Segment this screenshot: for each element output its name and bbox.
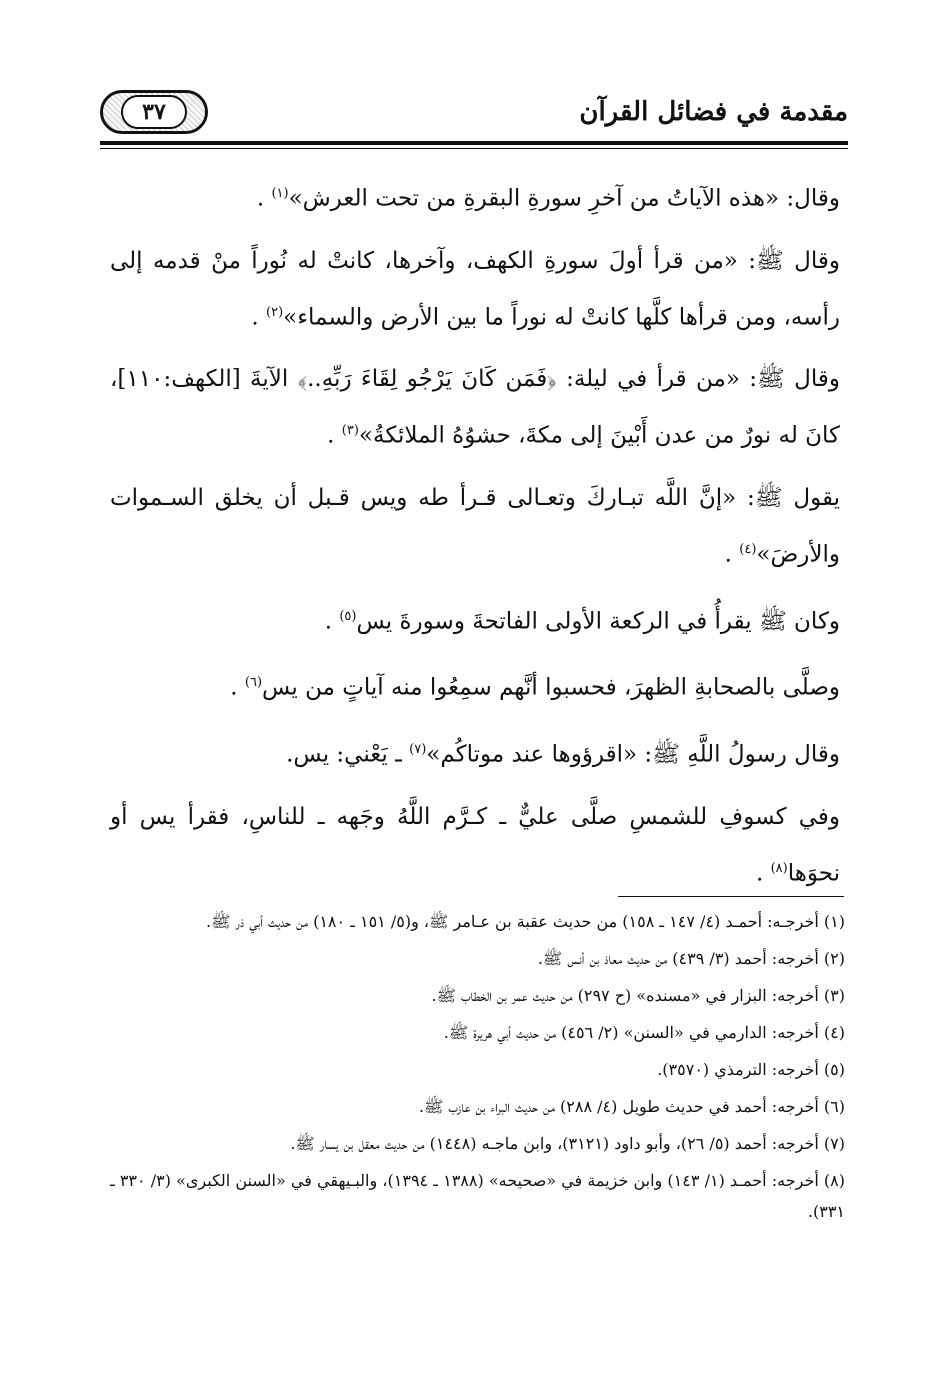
paragraph-text: وقال ﷺ: «من قرأ في ليلة: ﴿فَمَن كَانَ يَرْجُو لِقَاءَ رَبِّهِ..﴾ الآيةَ [الكهف:١١٠]، كانَ له نورٌ من عدن أَبْينَ إلى مكةَ، حشوُهُ الملائكةُ» [110, 366, 840, 449]
page-number-badge [100, 90, 208, 134]
paragraph-text: وفي كسوفِ للشمسِ صلَّى عليٌّ ـ كـرَّم اللَّهُ وجَهه ـ للناسِ، فقرأ يس أو نحوَها [110, 803, 840, 887]
footnote: (٧) أخرجه: أحمد (٥/ ٢٦)، وأبو داود (٣١٢١)، وابن ماجـه (١٤٤٨) من حديث معقل بن يسار ﷺ. [290, 1134, 845, 1153]
footnote: (٤) أخرجه: الدارمي في «السنن» (٢/ ٤٥٦) من حديث أبي هريرة ﷺ. [443, 1023, 845, 1042]
footnote-ref: (٧) [409, 741, 427, 757]
footnote-ref: (٤) [739, 541, 757, 557]
paragraph-end: ـ يَعْني: يس. [286, 741, 410, 768]
paragraph-end: . [724, 541, 740, 568]
paragraph [110, 657, 840, 714]
paragraph [110, 353, 840, 462]
paragraph [110, 168, 840, 225]
footnote: (٥) أخرجه: الترمذي (٣٥٧٠). [657, 1060, 845, 1079]
footnote: (٢) أخرجه: أحمد (٣/ ٤٣٩) من حديث معاذ بن أنس ﷺ. [537, 949, 845, 968]
paragraph-end: . [256, 185, 272, 212]
footnote-ref: (٦) [244, 675, 263, 691]
paragraph-end: . [230, 674, 245, 701]
footnotes [110, 906, 845, 1233]
main-text [110, 168, 840, 909]
footnote-ref: (١) [271, 186, 289, 201]
page-header [100, 82, 848, 142]
footnote-ref: (٢) [266, 304, 284, 320]
paragraph-text: وقال رسولُ اللَّهِ ﷺ: «اقرؤوها عند موتاكُم» [426, 741, 840, 768]
footnote: (٨) أخرجه: أحمـد (١/ ١٤٣) وابن خزيمة في «صحيحه» (١٣٨٨ ـ ١٣٩٤)، والبـيهقي في «السنن الكبرى» (٣/ ٣٣٠ ـ ٣٣١). [110, 1171, 846, 1221]
footnote: (٦) أخرجه: أحمد في حديث طويل (٤/ ٢٨٨) من حديث البراء بن عازب ﷺ. [418, 1097, 845, 1116]
footnote: (٣) أخرجه: البزار في «مسنده» (ح ٢٩٧) من حديث عمر بن الخطاب ﷺ. [431, 986, 845, 1005]
paragraph [110, 791, 840, 900]
paragraph [110, 472, 840, 581]
paragraph [110, 724, 840, 781]
paragraph-end: . [251, 304, 267, 331]
header-rule-thick [100, 141, 848, 145]
header-rule-thin [100, 148, 848, 149]
footnote-separator [618, 896, 844, 897]
paragraph [110, 235, 840, 344]
paragraph-end: . [755, 860, 771, 887]
book-title: مقدمة في فضائل القرآن [579, 97, 848, 127]
paragraph-text: وكان ﷺ يقرأُ في الركعة الأولى الفاتحةَ وسورةَ يس [356, 608, 840, 635]
page-number: ٣٧ [121, 95, 187, 129]
footnote-ref: (٨) [770, 860, 788, 876]
paragraph-end: . [327, 422, 342, 449]
paragraph-text: وقال: «هذه الآياتُ من آخرِ سورةِ البقرةِ من تحت العرش» [288, 185, 840, 212]
footnote-ref: (٣) [341, 423, 359, 439]
paragraph-text: وصلَّى بالصحابةِ الظهرَ، فحسبوا أنَّهم سمِعُوا منه آياتٍ من يس [262, 674, 840, 701]
paragraph-text: يقول ﷺ: «إنَّ اللَّه تبـاركَ وتعـالى قـرأ طه ويس قـبل أن يخلق السـموات والأرضَ» [110, 484, 840, 568]
paragraph-text: وقال ﷺ: «من قرأ أولَ سورةِ الكهف، وآخرها، كانتْ له نُوراً منْ قدمه إلى رأسه، ومن قرأها كلَّها كانتْ له نوراً ما بين الأرض والسماء» [110, 247, 840, 331]
footnote-ref: (٥) [339, 608, 357, 624]
footnote: (١) أخرجـه: أحمـد (٤/ ١٤٧ ـ ١٥٨) من حديث عقبة بن عـامر ﷺ، و(٥/ ١٥١ ـ ١٨٠) من حديث أبي ذر ﷺ. [206, 912, 845, 931]
paragraph-end: . [324, 608, 340, 635]
paragraph [110, 591, 840, 648]
